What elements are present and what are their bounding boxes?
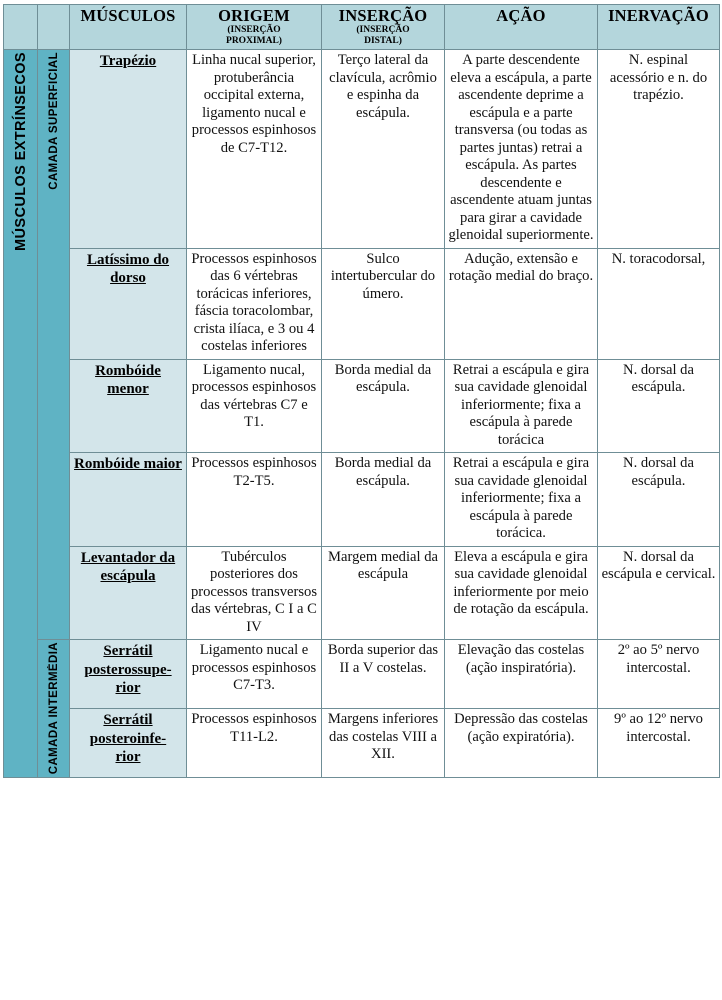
origem-cell: Ligamento nucal, processos espinhosos das vértebras C7 e T1. xyxy=(187,359,322,453)
muscle-name: Serrátil posterossupe- rior xyxy=(84,643,172,696)
column-header-origem-subtitle: (INSERÇÃO PROXIMAL) xyxy=(226,24,282,46)
table-sheet xyxy=(0,4,722,1000)
inervacao-cell: N. toracodorsal, xyxy=(598,248,720,359)
acao-cell: Elevação das costelas (ação inspiratória). xyxy=(445,640,598,709)
insercao-cell: Borda medial da escápula. xyxy=(322,359,445,453)
acao-cell: Retrai a escápula e gira sua cavidade glenoidal inferiormente; fixa a escápula à parede torácica xyxy=(445,359,598,453)
layer-band-camada-superficial xyxy=(38,50,70,640)
inervacao-cell: 9º ao 12º nervo intercostal. xyxy=(598,709,720,778)
header-row xyxy=(4,5,720,50)
inervacao-cell: N. dorsal da escápula. xyxy=(598,359,720,453)
table-body xyxy=(4,50,720,778)
category-band-musculos-extrinsecos xyxy=(4,50,38,778)
column-header-acao-title: AÇÃO xyxy=(496,6,546,25)
inervacao-cell: N. dorsal da escápula e cervical. xyxy=(598,546,720,640)
column-header-inervacao xyxy=(598,5,720,50)
muscle-name: Trapézio xyxy=(99,53,157,70)
table-row xyxy=(4,453,720,547)
table-row xyxy=(4,248,720,359)
muscle-name-cell xyxy=(70,50,187,249)
layer-band-label: CAMADA SUPERFICIAL xyxy=(47,52,60,190)
insercao-cell: Terço lateral da clavícula, acrômio e espinha da escápula. xyxy=(322,50,445,249)
column-header-musculos xyxy=(70,5,187,50)
table-row xyxy=(4,546,720,640)
header-band-main-blank xyxy=(4,5,38,50)
layer-band-camada-intermedia xyxy=(38,640,70,778)
insercao-cell: Sulco intertubercular do úmero. xyxy=(322,248,445,359)
table-row xyxy=(4,50,720,249)
muscle-name-cell xyxy=(70,709,187,778)
muscle-name: Levantador da escápula xyxy=(80,549,176,585)
column-header-insercao-title: INSERÇÃO xyxy=(338,6,428,25)
insercao-cell: Margem medial da escápula xyxy=(322,546,445,640)
acao-cell: Depressão das costelas (ação expiratória). xyxy=(445,709,598,778)
column-header-acao xyxy=(445,5,598,50)
insercao-cell: Borda superior das II a V costelas. xyxy=(322,640,445,709)
muscle-name-cell xyxy=(70,359,187,453)
category-band-label: MÚSCULOS EXTRÍNSECOS xyxy=(12,52,29,252)
table-row xyxy=(4,359,720,453)
column-header-insercao xyxy=(322,5,445,50)
insercao-cell: Borda medial da escápula. xyxy=(322,453,445,547)
table-row xyxy=(4,640,720,709)
inervacao-cell: N. espinal acessório e n. do trapézio. xyxy=(598,50,720,249)
muscle-name-cell xyxy=(70,546,187,640)
column-header-musculos-title: MÚSCULOS xyxy=(80,6,176,25)
inervacao-cell: 2º ao 5º nervo intercostal. xyxy=(598,640,720,709)
origem-cell: Tubérculos posteriores dos processos transversos das vértebras, C I a C IV xyxy=(187,546,322,640)
muscle-name: Serrátil posteroinfe- rior xyxy=(89,712,167,765)
muscle-name: Latíssimo do dorso xyxy=(86,251,170,287)
muscle-name-cell xyxy=(70,248,187,359)
inervacao-cell: N. dorsal da escápula. xyxy=(598,453,720,547)
table-row xyxy=(4,709,720,778)
muscle-name: Rombóide maior xyxy=(74,456,182,473)
acao-cell: A parte descendente eleva a escápula, a parte ascendente deprime a escápula e a parte transversa (ou todas as partes juntas) retrai a escápula. As partes descendente e ascendente atuam juntas para girar a cavidade glenoidal superiormente. xyxy=(445,50,598,249)
muscle-name: Rombóide menor xyxy=(95,362,161,398)
acao-cell: Adução, extensão e rotação medial do braço. xyxy=(445,248,598,359)
layer-band-label: CAMADA INTERMÉDIA xyxy=(47,642,60,775)
acao-cell: Eleva a escápula e gira sua cavidade glenoidal inferiormente por meio de rotação da escápula. xyxy=(445,546,598,640)
muscle-name-cell xyxy=(70,640,187,709)
column-header-origem xyxy=(187,5,322,50)
acao-cell: Retrai a escápula e gira sua cavidade glenoidal inferiormente; fixa a escápula à parede torácica. xyxy=(445,453,598,547)
column-header-insercao-subtitle: (INSERÇÃO DISTAL) xyxy=(356,24,410,46)
extrinsic-muscles-table xyxy=(3,4,720,778)
header-band-layer-blank xyxy=(38,5,70,50)
column-header-inervacao-title: INERVAÇÃO xyxy=(608,6,709,25)
origem-cell: Linha nucal superior, protuberância occipital externa, ligamento nucal e processos espinhosos de C7-T12. xyxy=(187,50,322,249)
origem-cell: Processos espinhosos T11-L2. xyxy=(187,709,322,778)
muscle-name-cell xyxy=(70,453,187,547)
table-header xyxy=(4,5,720,50)
insercao-cell: Margens inferiores das costelas VIII a XII. xyxy=(322,709,445,778)
origem-cell: Processos espinhosos das 6 vértebras torácicas inferiores, fáscia toracolombar, crista ilíaca, e 3 ou 4 costelas inferiores xyxy=(187,248,322,359)
origem-cell: Processos espinhosos T2-T5. xyxy=(187,453,322,547)
origem-cell: Ligamento nucal e processos espinhosos C7-T3. xyxy=(187,640,322,709)
column-header-origem-title: ORIGEM xyxy=(218,6,290,25)
